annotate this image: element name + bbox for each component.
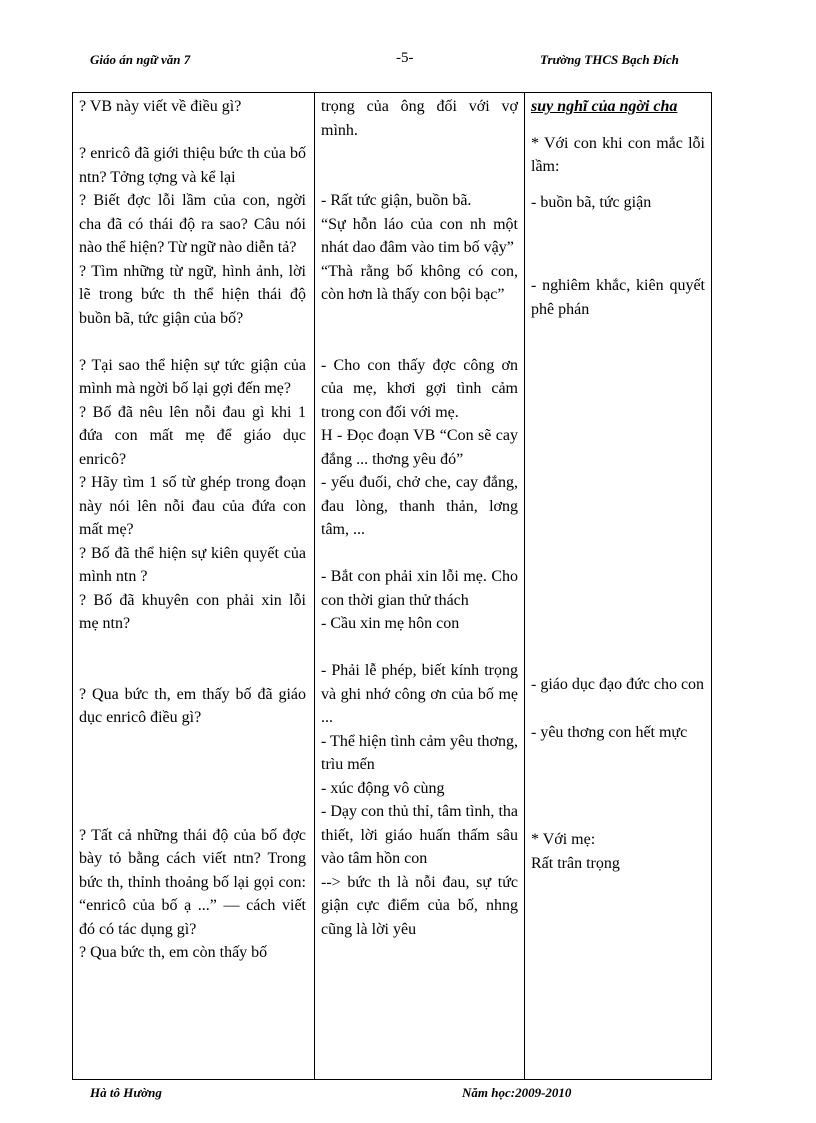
answers-column	[315, 93, 525, 1079]
spacer	[321, 636, 518, 660]
note-text: - buồn bã, tức giận	[531, 193, 652, 211]
answer-text: - Thể hiện tình cảm yêu thơng, trìu mến	[321, 732, 519, 773]
answer-text: - Cho con thấy đợc công ơn của mẹ, khơi gợi tình cảm trong con đối với mẹ.	[321, 356, 518, 421]
note-text: - nghiêm khắc, kiên quyết phê phán	[531, 277, 705, 318]
spacer	[79, 119, 306, 143]
question-text: ? Biết đợc lỗi lầm của con, ngời cha đã có thái độ ra sao? Câu nói nào thể hiện? Từ ngữ nào diễn tả?	[79, 192, 306, 256]
question-text: ? Bố đã khuyên con phải xin lỗi mẹ ntn?	[79, 591, 306, 632]
spacer	[531, 744, 705, 828]
note-text: * Với mẹ:	[531, 831, 596, 848]
answer-text: - yếu đuối, chở che, cay đắng, đau lòng, thanh thản, lơng tâm, ...	[321, 474, 518, 538]
answer-text: --> bức th là nỗi đau, sự tức giận cực điểm của bố, nhng cũng là lời yêu	[321, 873, 518, 938]
spacer	[531, 179, 705, 191]
spacer	[79, 730, 306, 824]
answer-text: - xúc động vô cùng	[321, 779, 445, 797]
section-heading: suy nghĩ của ngời cha	[531, 98, 678, 115]
question-text: ? Tìm những từ ngữ, hình ảnh, lời lẽ trong bức th thể hiện thái độ buồn bã, tức giận của bố?	[79, 262, 306, 327]
question-text: ? Bố đã thể hiện sự kiên quyết của mình ntn ?	[79, 544, 306, 585]
footer-author: Hà tô Hường	[90, 1085, 162, 1100]
spacer	[531, 697, 705, 721]
footer-year: Năm học:2009-2010	[462, 1085, 572, 1100]
question-text: ? Bố đã nêu lên nỗi đau gì khi 1 đứa con mất mẹ để giáo dục enricô?	[79, 403, 306, 468]
answer-text: - Phải lễ phép, biết kính trọng và ghi nhớ công ơn của bố mẹ ...	[321, 662, 518, 726]
lesson-table	[72, 92, 712, 1080]
spacer	[321, 142, 518, 189]
spacer	[79, 636, 306, 683]
answer-text: “Sự hỗn láo của con nh một nhát dao đâm vào tim bố vậy”	[321, 215, 518, 256]
spacer	[531, 214, 705, 274]
spacer	[321, 542, 518, 566]
question-text: ? Tại sao thể hiện sự tức giận của mình mà ngời bố lại gợi đến mẹ?	[79, 356, 306, 397]
question-text: ? Tất cả những thái độ của bố đợc bày tỏ bằng cách viết ntn? Trong bức th, thỉnh thoảng bố lại gọi con: “enricô của bố ạ ...” — cách viết đó có tác dụng gì?	[79, 826, 306, 938]
answer-text: H - Đọc đoạn VB “Con sẽ cay đắng ... thơng yêu đó”	[321, 427, 518, 468]
answer-text: - Bắt con phải xin lỗi mẹ. Cho con thời gian thử thách	[321, 568, 518, 609]
note-text: - yêu thơng con hết mực	[531, 723, 688, 741]
question-text: ? Qua bức th, em còn thấy bố	[79, 944, 268, 961]
questions-column	[73, 93, 315, 1079]
header-left: Giáo án ngữ văn 7	[90, 52, 191, 67]
header-right: Trường THCS Bạch Đích	[540, 52, 679, 67]
spacer	[321, 307, 518, 354]
spacer	[79, 330, 306, 354]
question-text: ? VB này viết về điều gì?	[79, 98, 242, 115]
answer-text: - Dạy con thủ thỉ, tâm tình, tha thiết, lời giáo huấn thấm sâu vào tâm hồn con	[321, 803, 518, 867]
spacer	[531, 321, 705, 673]
note-text: - giáo dục đạo đức cho con	[531, 676, 705, 693]
note-text: * Với con khi con mắc lỗi lầm:	[531, 134, 705, 175]
question-text: ? Qua bức th, em thấy bố đã giáo dục enricô điều gì?	[79, 685, 306, 726]
answer-text: - Rất tức giận, buồn bã.	[321, 192, 472, 209]
answer-text: trọng của ông đối với vợ mình.	[321, 98, 518, 139]
note-text: Rất trân trọng	[531, 854, 620, 872]
answer-text: “Thà rằng bố không có con, còn hơn là thấy con bội bạc”	[321, 262, 518, 303]
question-text: ? Hãy tìm 1 số từ ghép trong đoạn này nói lên nỗi đau của đứa con mất mẹ?	[79, 474, 306, 538]
spacer	[531, 119, 705, 132]
question-text: ? enricô đã giới thiệu bức th của bố ntn? Tởng tợng và kể lại	[79, 145, 306, 186]
notes-column	[525, 93, 711, 1079]
page-number: -5-	[396, 50, 414, 66]
answer-text: - Cầu xin mẹ hôn con	[321, 615, 460, 632]
